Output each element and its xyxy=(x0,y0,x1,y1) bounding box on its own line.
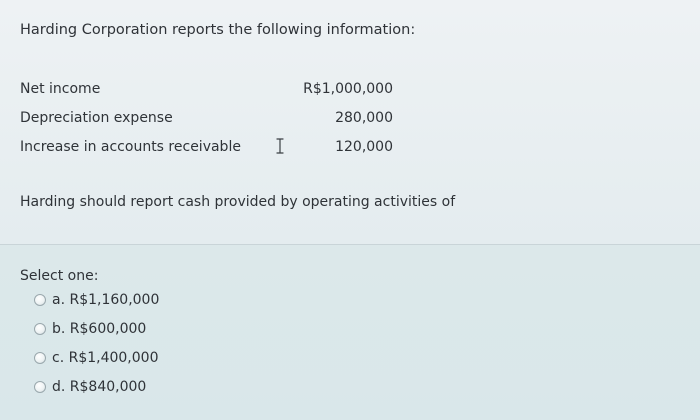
accounts-receivable-label: Increase in accounts receivable xyxy=(20,139,241,155)
answer-option-a[interactable] xyxy=(34,289,159,311)
accounts-receivable-value: 120,000 xyxy=(335,139,393,155)
answer-option-c-text: c. R$1,400,000 xyxy=(52,350,159,366)
depreciation-value: 280,000 xyxy=(335,110,393,126)
radio-icon[interactable] xyxy=(34,323,46,335)
answer-option-b-text: b. R$600,000 xyxy=(52,321,147,337)
radio-icon[interactable] xyxy=(34,294,46,306)
net-income-label: Net income xyxy=(20,81,101,97)
text-cursor-icon xyxy=(274,138,286,154)
answer-option-a-text: a. R$1,160,000 xyxy=(52,292,160,308)
radio-icon[interactable] xyxy=(34,352,46,364)
select-one-label: Select one: xyxy=(20,268,99,284)
net-income-value: R$1,000,000 xyxy=(303,81,393,97)
answer-option-b[interactable] xyxy=(34,318,146,340)
question-intro: Harding Corporation reports the following information: xyxy=(20,22,416,38)
radio-icon[interactable] xyxy=(34,381,46,393)
answer-option-c[interactable] xyxy=(34,347,158,369)
question-prompt: Harding should report cash provided by operating activities of xyxy=(20,194,456,210)
answer-option-d[interactable] xyxy=(34,376,146,398)
answer-option-d-text: d. R$840,000 xyxy=(52,379,147,395)
depreciation-label: Depreciation expense xyxy=(20,110,173,126)
